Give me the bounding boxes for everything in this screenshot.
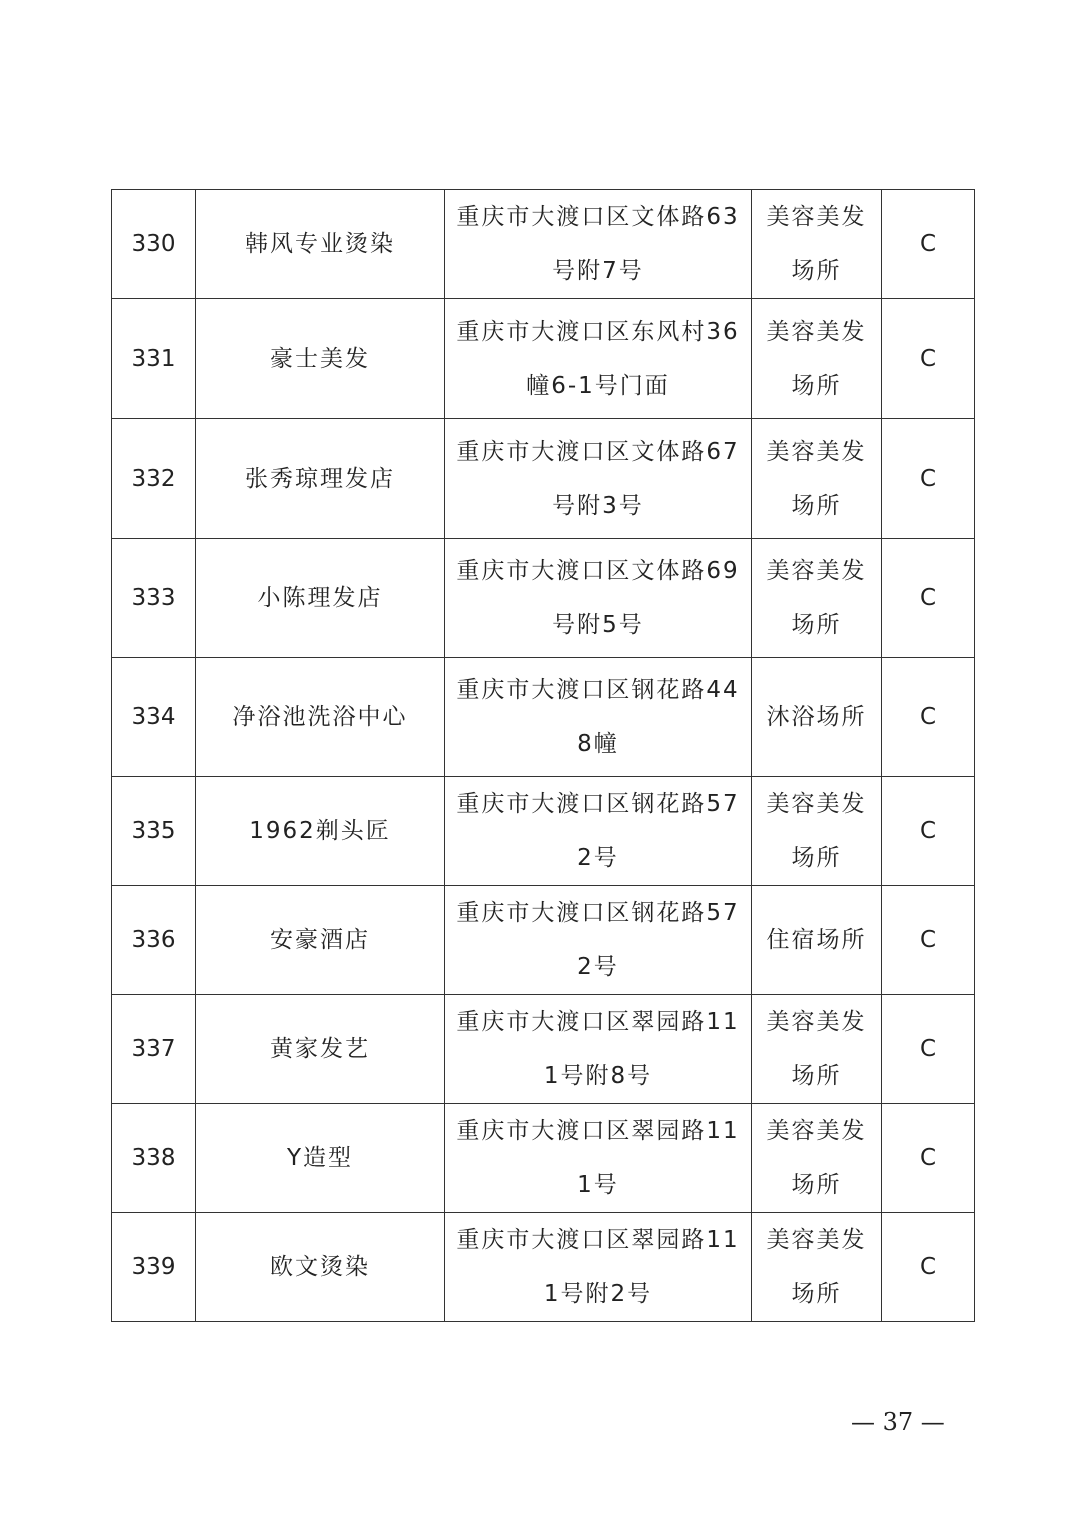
establishment-name: 张秀琼理发店	[196, 419, 445, 539]
row-number: 331	[112, 299, 196, 419]
establishment-name: 安豪酒店	[196, 886, 445, 995]
establishment-type: 美容美发场所	[752, 419, 882, 539]
establishment-address: 重庆市大渡口区钢花路448幢	[445, 658, 752, 777]
establishment-address: 重庆市大渡口区钢花路572号	[445, 777, 752, 886]
establishment-name: 黄家发艺	[196, 995, 445, 1104]
table-row	[112, 299, 975, 419]
table-row	[112, 539, 975, 658]
table-row	[112, 995, 975, 1104]
row-number: 330	[112, 190, 196, 299]
establishment-name: Y造型	[196, 1104, 445, 1213]
grade: C	[882, 419, 975, 539]
establishment-name: 净浴池洗浴中心	[196, 658, 445, 777]
grade: C	[882, 658, 975, 777]
establishment-type: 美容美发场所	[752, 1213, 882, 1322]
grade: C	[882, 886, 975, 995]
grade: C	[882, 190, 975, 299]
establishment-name: 豪士美发	[196, 299, 445, 419]
establishment-type: 美容美发场所	[752, 299, 882, 419]
page-number: — 37 —	[851, 1408, 945, 1436]
establishment-address: 重庆市大渡口区文体路69号附5号	[445, 539, 752, 658]
establishment-address: 重庆市大渡口区钢花路572号	[445, 886, 752, 995]
table-row	[112, 1104, 975, 1213]
establishment-address: 重庆市大渡口区文体路67号附3号	[445, 419, 752, 539]
grade: C	[882, 299, 975, 419]
table-body	[112, 190, 975, 1322]
establishment-address: 重庆市大渡口区翠园路111号附8号	[445, 995, 752, 1104]
table-row	[112, 777, 975, 886]
establishment-address: 重庆市大渡口区东风村36幢6-1号门面	[445, 299, 752, 419]
table-row	[112, 190, 975, 299]
grade: C	[882, 1104, 975, 1213]
establishment-address: 重庆市大渡口区文体路63号附7号	[445, 190, 752, 299]
establishment-name: 韩风专业烫染	[196, 190, 445, 299]
establishment-type: 美容美发场所	[752, 190, 882, 299]
grade: C	[882, 1213, 975, 1322]
establishment-name: 小陈理发店	[196, 539, 445, 658]
row-number: 333	[112, 539, 196, 658]
grade: C	[882, 995, 975, 1104]
row-number: 338	[112, 1104, 196, 1213]
establishment-type: 美容美发场所	[752, 1104, 882, 1213]
row-number: 337	[112, 995, 196, 1104]
establishment-table	[111, 189, 975, 1322]
establishment-address: 重庆市大渡口区翠园路111号	[445, 1104, 752, 1213]
establishment-type: 沐浴场所	[752, 658, 882, 777]
establishment-type: 美容美发场所	[752, 539, 882, 658]
table-row	[112, 1213, 975, 1322]
establishment-type: 美容美发场所	[752, 995, 882, 1104]
table-row	[112, 658, 975, 777]
table-row	[112, 886, 975, 995]
establishment-type: 住宿场所	[752, 886, 882, 995]
grade: C	[882, 777, 975, 886]
table-row	[112, 419, 975, 539]
establishment-address: 重庆市大渡口区翠园路111号附2号	[445, 1213, 752, 1322]
row-number: 335	[112, 777, 196, 886]
row-number: 336	[112, 886, 196, 995]
establishment-type: 美容美发场所	[752, 777, 882, 886]
establishment-name: 1962剃头匠	[196, 777, 445, 886]
grade: C	[882, 539, 975, 658]
row-number: 332	[112, 419, 196, 539]
establishment-name: 欧文烫染	[196, 1213, 445, 1322]
row-number: 334	[112, 658, 196, 777]
row-number: 339	[112, 1213, 196, 1322]
